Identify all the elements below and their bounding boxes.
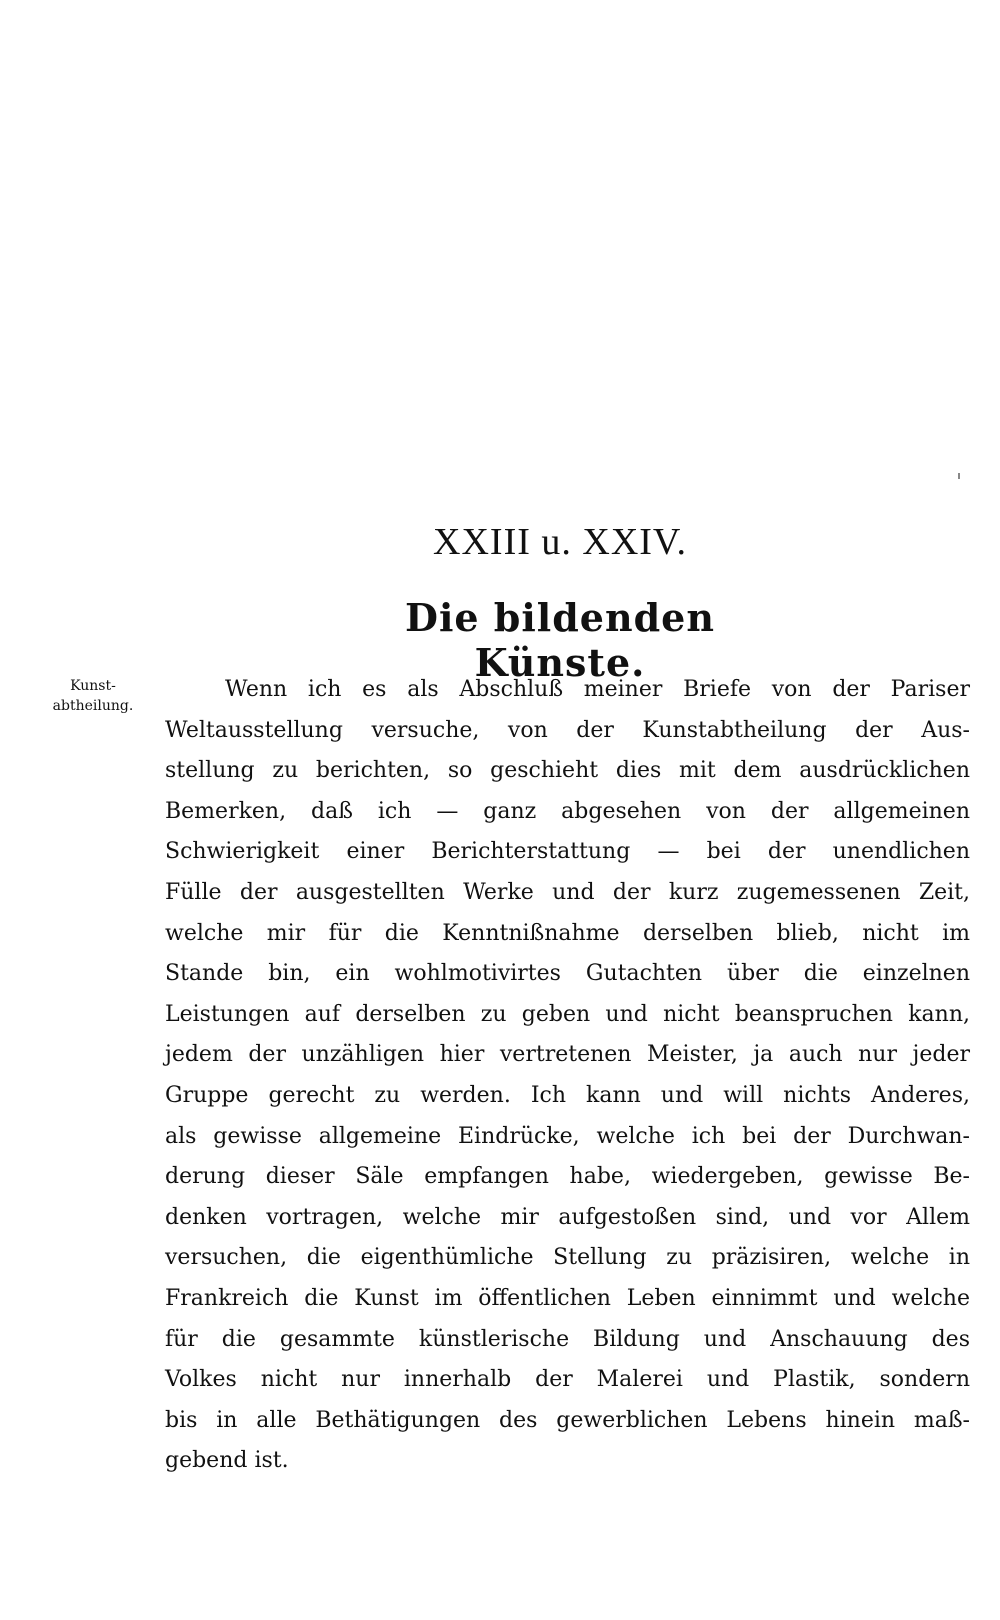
text-line: stellung zu berichten, so geschieht dies mit dem ausdrücklichen: [165, 758, 970, 784]
text-line: als gewisse allgemeine Eindrücke, welche ich bei der Durchwan-: [165, 1123, 970, 1149]
marginal-note-line: Kunst-: [70, 678, 116, 694]
marginal-note-line: abtheilung.: [52, 698, 134, 714]
text-line: bis in alle Bethätigungen des gewerblichen Lebens hinein maß-: [165, 1407, 970, 1433]
text-line: Wenn ich es als Abschluß meiner Briefe von der Pariser: [225, 677, 970, 702]
text-line: Schwierigkeit einer Berichterstattung — bei der unendlichen: [165, 839, 970, 865]
text-line: Volkes nicht nur innerhalb der Malerei und Plastik, sondern: [165, 1367, 970, 1393]
text-line: welche mir für die Kenntnißnahme derselben blieb, nicht im: [165, 920, 970, 946]
text-line: denken vortragen, welche mir aufgestoßen sind, und vor Allem: [165, 1204, 970, 1230]
chapter-number: XXIII u. XXIV.: [433, 521, 687, 563]
text-line: gebend ist.: [165, 1448, 289, 1474]
text-line: Leistungen auf derselben zu geben und nicht beanspruchen kann,: [165, 1001, 970, 1027]
text-line: Bemerken, daß ich — ganz abgesehen von der allgemeinen: [165, 798, 970, 824]
chapter-title: Die bildenden Künste.: [405, 595, 715, 685]
marginal-note: [28, 676, 158, 716]
text-line: Gruppe gerecht zu werden. Ich kann und will nichts Anderes,: [165, 1082, 970, 1108]
text-line: versuchen, die eigenthümliche Stellung zu präzisiren, welche in: [165, 1245, 970, 1271]
text-line: Weltausstellung versuche, von der Kunstabtheilung der Aus-: [165, 717, 970, 743]
print-speck: [958, 473, 960, 479]
text-line: jedem der unzähligen hier vertretenen Meister, ja auch nur jeder: [165, 1042, 970, 1068]
text-line: für die gesammte künstlerische Bildung und Anschauung des: [165, 1326, 970, 1352]
text-line: Stande bin, ein wohlmotivirtes Gutachten über die einzelnen: [165, 961, 970, 987]
text-line: derung dieser Säle empfangen habe, wiedergeben, gewisse Be-: [165, 1164, 970, 1190]
text-line: Frankreich die Kunst im öffentlichen Leben einnimmt und welche: [165, 1285, 970, 1311]
text-line: Fülle der ausgestellten Werke und der kurz zugemessenen Zeit,: [165, 879, 970, 905]
body-paragraph: [165, 670, 970, 1482]
